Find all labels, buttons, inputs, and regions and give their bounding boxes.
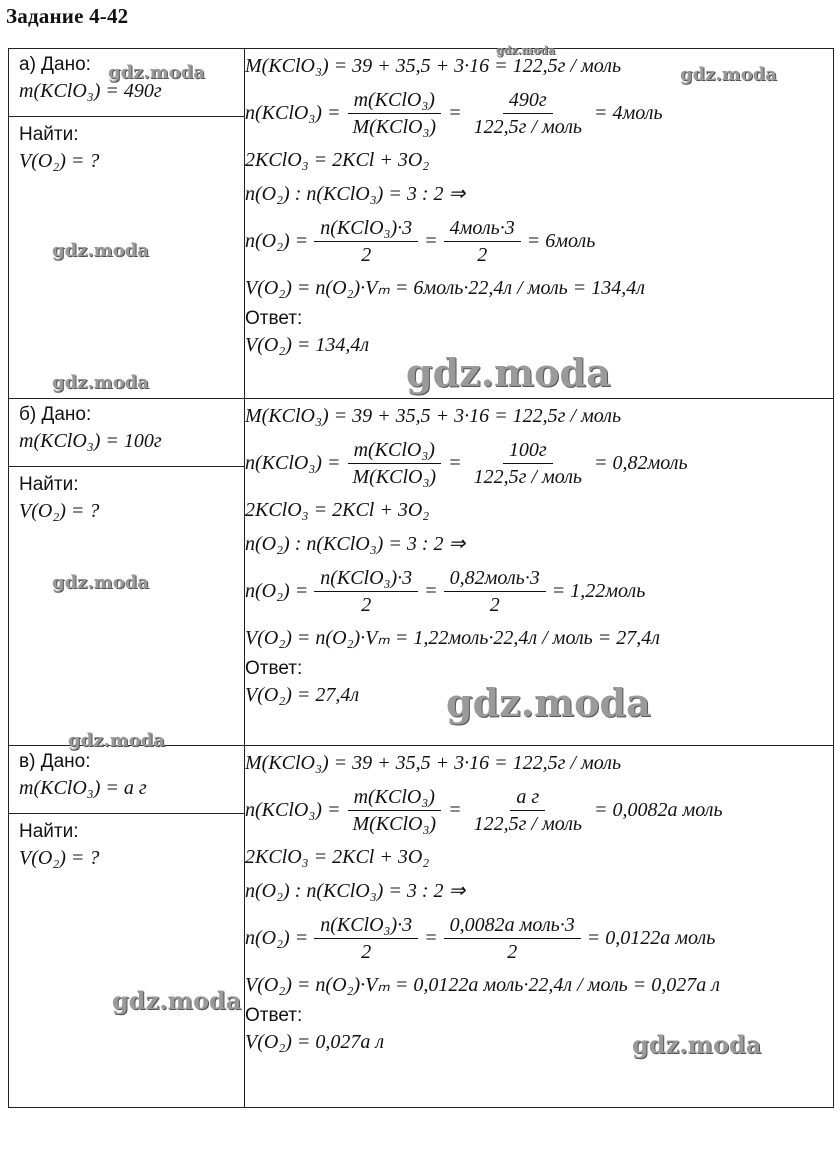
fraction <box>444 565 546 618</box>
section-c <box>9 746 834 1108</box>
given-label: б) Дано: <box>19 404 92 425</box>
numerator: a г <box>510 784 545 811</box>
section-b-solution <box>245 399 834 746</box>
given-block <box>9 399 244 467</box>
ratio-line: n(O₂) : n(KClO₃) = 3 : 2 ⇒ <box>245 183 466 205</box>
denominator: M(KClO₃) <box>352 115 437 138</box>
find-block <box>9 117 244 175</box>
numerator: 100г <box>503 437 553 464</box>
section-b <box>9 399 834 746</box>
denominator: 2 <box>489 593 500 616</box>
denominator: 2 <box>361 940 372 963</box>
fraction <box>468 784 588 837</box>
watermark: gdz.moda <box>52 240 149 261</box>
numerator: m(KClO₃) <box>348 437 441 464</box>
equals: = <box>424 926 438 949</box>
equals: = <box>448 451 462 474</box>
watermark: gdz.moda <box>112 986 242 1015</box>
section-c-solution <box>245 746 834 1108</box>
moles-left: n(KClO₃) = <box>245 101 341 124</box>
numerator: m(KClO₃) <box>348 784 441 811</box>
molar-mass-line: M(KClO₃) = 39 + 35,5 + 3·16 = 122,5г / моль <box>245 55 622 77</box>
ratio-line: n(O₂) : n(KClO₃) = 3 : 2 ⇒ <box>245 880 466 902</box>
numerator: m(KClO₃) <box>348 87 441 114</box>
o2-left: n(O₂) = <box>245 926 309 949</box>
o2-moles-line <box>245 908 833 968</box>
given-value: m(KClO₃) = 100г <box>19 430 162 452</box>
ratio-line: n(O₂) : n(KClO₃) = 3 : 2 ⇒ <box>245 533 466 555</box>
find-block <box>9 467 244 525</box>
given-value: m(KClO₃) = 490г <box>19 80 162 102</box>
reaction-line: 2KClO₃ = 2KCl + 3O₂ <box>245 846 430 868</box>
moles-result: = 4моль <box>594 101 663 124</box>
answer-label: Ответ: <box>245 308 303 329</box>
watermark: gdz.moda <box>632 1030 762 1059</box>
o2-result: = 1,22моль <box>551 579 646 602</box>
given-block <box>9 746 244 814</box>
find-value: V(O₂) = ? <box>19 500 100 522</box>
molar-mass-line: M(KClO₃) = 39 + 35,5 + 3·16 = 122,5г / моль <box>245 752 622 774</box>
fraction <box>314 912 418 965</box>
watermark: gdz.moda <box>108 62 205 83</box>
answer-value: V(O₂) = 134,4л <box>245 334 370 356</box>
denominator: 122,5г / моль <box>473 465 583 488</box>
numerator: 490г <box>503 87 553 114</box>
reaction-line: 2KClO₃ = 2KCl + 3O₂ <box>245 149 430 171</box>
denominator: M(KClO₃) <box>352 812 437 835</box>
molar-mass-line: M(KClO₃) = 39 + 35,5 + 3·16 = 122,5г / моль <box>245 405 622 427</box>
reaction-line: 2KClO₃ = 2KCl + 3O₂ <box>245 499 430 521</box>
fraction <box>314 215 418 268</box>
given-block <box>9 49 244 117</box>
denominator: 2 <box>507 940 518 963</box>
o2-left: n(O₂) = <box>245 579 309 602</box>
numerator: 0,0082a моль·3 <box>444 912 581 939</box>
answer-value: V(O₂) = 0,027a л <box>245 1031 385 1053</box>
task-title: Задание 4-42 <box>6 4 129 28</box>
moles-result: = 0,0082a моль <box>594 798 723 821</box>
numerator: 0,82моль·3 <box>444 565 546 592</box>
moles-result: = 0,82моль <box>594 451 688 474</box>
watermark: gdz.moda <box>496 44 556 57</box>
moles-line <box>245 433 833 493</box>
section-b-left <box>9 399 245 746</box>
moles-left: n(KClO₃) = <box>245 451 341 474</box>
find-value: V(O₂) = ? <box>19 847 100 869</box>
watermark: gdz.moda <box>52 372 149 393</box>
equals: = <box>448 798 462 821</box>
fraction <box>444 215 521 268</box>
given-value: m(KClO₃) = a г <box>19 777 147 799</box>
moles-line <box>245 83 833 143</box>
fraction <box>346 784 442 837</box>
solution-table <box>8 48 834 1108</box>
watermark: gdz.moda <box>52 572 149 593</box>
denominator: 2 <box>361 593 372 616</box>
fraction <box>346 87 442 140</box>
numerator: 4моль·3 <box>444 215 521 242</box>
watermark: gdz.moda <box>406 350 611 395</box>
fraction <box>346 437 442 490</box>
denominator: 2 <box>361 243 372 266</box>
find-value: V(O₂) = ? <box>19 150 100 172</box>
equals: = <box>424 229 438 252</box>
fraction <box>468 437 588 490</box>
denominator: 2 <box>477 243 488 266</box>
answer-value: V(O₂) = 27,4л <box>245 684 360 706</box>
numerator: n(KClO₃)·3 <box>314 565 418 592</box>
denominator: 122,5г / моль <box>473 812 583 835</box>
fraction <box>444 912 581 965</box>
section-a-solution <box>245 49 834 399</box>
moles-left: n(KClO₃) = <box>245 798 341 821</box>
section-a-left <box>9 49 245 399</box>
numerator: n(KClO₃)·3 <box>314 215 418 242</box>
watermark: gdz.moda <box>68 730 165 751</box>
equals: = <box>424 579 438 602</box>
fraction <box>468 87 588 140</box>
watermark: gdz.moda <box>680 64 777 85</box>
answer-label: Ответ: <box>245 1005 303 1026</box>
find-label: Найти: <box>19 821 79 842</box>
find-block <box>9 814 244 872</box>
moles-line <box>245 780 833 840</box>
o2-left: n(O₂) = <box>245 229 309 252</box>
given-label: а) Дано: <box>19 54 91 75</box>
given-label: в) Дано: <box>19 751 91 772</box>
fraction <box>314 565 418 618</box>
denominator: 122,5г / моль <box>473 115 583 138</box>
equals: = <box>448 101 462 124</box>
numerator: n(KClO₃)·3 <box>314 912 418 939</box>
answer-label: Ответ: <box>245 658 303 679</box>
o2-result: = 6моль <box>526 229 596 252</box>
section-c-left <box>9 746 245 1108</box>
o2-result: = 0,0122a моль <box>586 926 716 949</box>
find-label: Найти: <box>19 124 79 145</box>
section-a <box>9 49 834 399</box>
o2-moles-line <box>245 561 833 621</box>
volume-line: V(O₂) = n(O₂)·Vₘ = 6моль·22,4л / моль = 134,4л <box>245 277 645 299</box>
volume-line: V(O₂) = n(O₂)·Vₘ = 0,0122a моль·22,4л / моль = 0,027a л <box>245 974 720 996</box>
denominator: M(KClO₃) <box>352 465 437 488</box>
find-label: Найти: <box>19 474 79 495</box>
watermark: gdz.moda <box>446 680 651 725</box>
o2-moles-line <box>245 211 833 271</box>
volume-line: V(O₂) = n(O₂)·Vₘ = 1,22моль·22,4л / моль = 27,4л <box>245 627 660 649</box>
